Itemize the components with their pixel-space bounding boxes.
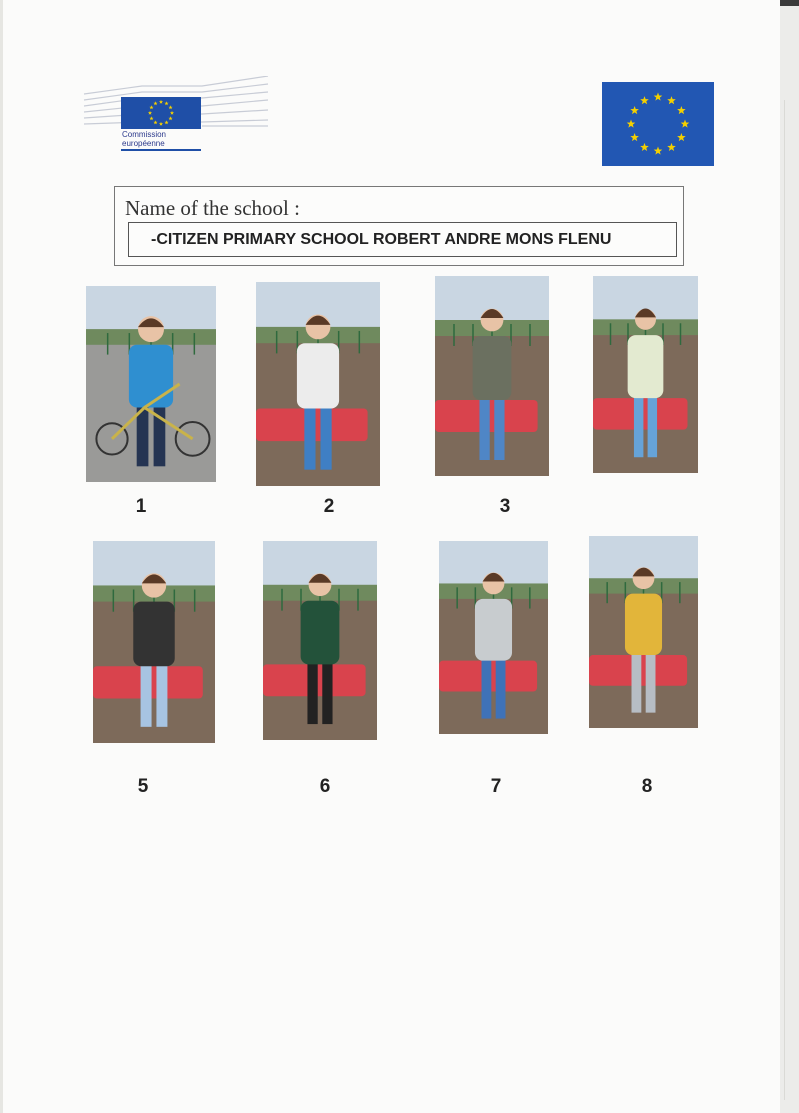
- star-icon: [170, 111, 174, 115]
- star-icon: [654, 147, 663, 155]
- star-icon: [630, 106, 639, 114]
- star-icon: [681, 120, 690, 128]
- european-commission-logo: [82, 76, 272, 156]
- star-icon: [159, 122, 163, 126]
- student-photo-7: [439, 541, 548, 734]
- leg: [156, 662, 167, 727]
- photo-illustration: [435, 276, 549, 476]
- logo-underline: [121, 149, 201, 151]
- leg: [632, 651, 642, 712]
- leg: [304, 404, 315, 469]
- student-photo-5: [93, 541, 215, 743]
- eu-stars-icon: [602, 82, 714, 166]
- leg: [496, 657, 506, 719]
- student-photo-3: [435, 276, 549, 476]
- photo-number-8: 8: [641, 776, 653, 797]
- torso: [301, 601, 340, 665]
- scan-mark: [780, 0, 799, 6]
- school-name-box: [128, 222, 677, 257]
- student-photo-4: [593, 276, 698, 473]
- star-icon: [149, 116, 153, 120]
- leg: [307, 660, 317, 724]
- torso: [129, 345, 173, 408]
- star-icon: [153, 101, 157, 105]
- page-edge: [0, 0, 3, 1113]
- logo-text-line2: européenne: [122, 139, 165, 148]
- star-icon: [159, 100, 163, 104]
- star-icon: [168, 116, 172, 120]
- student-photo-8: [589, 536, 698, 728]
- school-name: -CITIZEN PRIMARY SCHOOL ROBERT ANDRE MONS FLENU: [151, 230, 612, 248]
- school-label: Name of the school :: [125, 196, 300, 220]
- photo-number-7: 7: [490, 776, 502, 797]
- star-icon: [164, 101, 168, 105]
- star-icon: [168, 105, 172, 109]
- torso: [625, 594, 662, 655]
- photo-illustration: [263, 541, 377, 740]
- star-icon: [654, 93, 663, 101]
- star-icon: [627, 120, 636, 128]
- student-photo-6: [263, 541, 377, 740]
- star-icon: [640, 143, 649, 151]
- star-icon: [630, 133, 639, 141]
- eu-flag: [602, 82, 714, 166]
- student-photo-2: [256, 282, 380, 486]
- commission-flag: [121, 97, 201, 129]
- torso: [475, 599, 512, 661]
- photo-illustration: [439, 541, 548, 734]
- leg: [648, 394, 657, 457]
- torso: [297, 343, 339, 408]
- leg: [494, 396, 504, 460]
- leg: [482, 657, 492, 719]
- photo-number-5: 5: [137, 776, 149, 797]
- photo-number-6: 6: [319, 776, 331, 797]
- leg: [141, 662, 152, 727]
- photo-illustration: [93, 541, 215, 743]
- scan-line: [784, 100, 785, 1100]
- photo-number-2: 2: [323, 496, 335, 517]
- torso: [473, 336, 512, 400]
- photo-number-1: 1: [135, 496, 147, 517]
- star-icon: [149, 105, 153, 109]
- leg: [322, 660, 332, 724]
- leg: [646, 651, 656, 712]
- logo-text-line1: Commission: [122, 130, 167, 139]
- photo-number-3: 3: [499, 496, 511, 517]
- leg: [634, 394, 643, 457]
- photo-illustration: [589, 536, 698, 728]
- photo-illustration: [86, 286, 216, 482]
- torso: [133, 602, 174, 667]
- photo-illustration: [256, 282, 380, 486]
- torso: [628, 335, 664, 398]
- scan-margin: [780, 0, 799, 1113]
- star-icon: [677, 106, 686, 114]
- star-icon: [667, 143, 676, 151]
- leg: [479, 396, 489, 460]
- star-icon: [153, 120, 157, 124]
- school-title-box: [114, 186, 684, 266]
- star-icon: [148, 111, 152, 115]
- student-photo-1: [86, 286, 216, 482]
- star-icon: [164, 120, 168, 124]
- leg: [320, 404, 331, 469]
- star-icon: [640, 96, 649, 104]
- star-icon: [677, 133, 686, 141]
- photo-illustration: [593, 276, 698, 473]
- eu-stars-icon: [121, 97, 201, 129]
- star-icon: [667, 96, 676, 104]
